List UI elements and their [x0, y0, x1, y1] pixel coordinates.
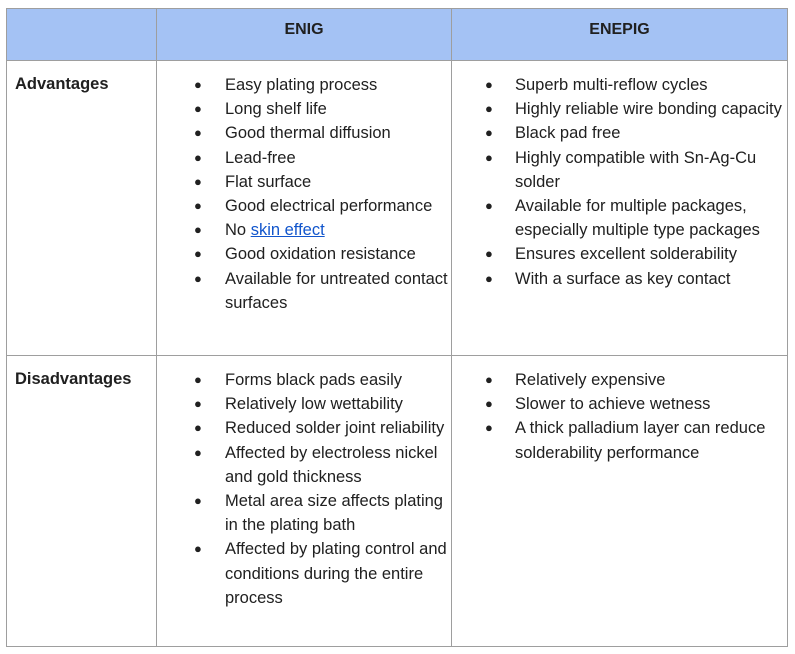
enig-advantages-list: [157, 61, 451, 315]
enepig-advantages-list: [452, 61, 787, 291]
list-item: [157, 392, 451, 416]
bullet-icon: ●: [485, 149, 493, 165]
bullet-icon: ●: [194, 173, 202, 189]
bullet-icon: ●: [485, 125, 493, 141]
list-item: [452, 392, 787, 416]
bullet-icon: ●: [485, 101, 493, 117]
list-item: [157, 73, 451, 97]
list-item: [452, 242, 787, 266]
list-item-text: Relatively low wettability: [225, 395, 403, 414]
bullet-icon: ●: [194, 372, 202, 387]
list-item-text: Lead-free: [225, 148, 296, 167]
bullet-icon: ●: [485, 396, 493, 412]
list-item: [452, 146, 787, 194]
list-item: [157, 121, 451, 145]
row-label-advantages: Advantages: [7, 61, 157, 356]
bullet-icon: ●: [194, 246, 202, 262]
bullet-icon: ●: [485, 77, 493, 92]
disadvantages-row: [7, 356, 788, 647]
bullet-icon: ●: [485, 198, 493, 214]
header-enepig: ENEPIG: [452, 9, 788, 61]
bullet-icon: ●: [485, 372, 493, 387]
list-item-text: Easy plating process: [225, 76, 378, 94]
header-row: [7, 9, 788, 61]
bullet-icon: ●: [485, 246, 493, 262]
list-item-text: Flat surface: [225, 172, 312, 191]
bullet-icon: ●: [485, 270, 493, 286]
enepig-disadvantages-list: [452, 356, 787, 465]
list-item: [157, 537, 451, 610]
list-item: [157, 489, 451, 537]
bullet-icon: ●: [194, 420, 202, 436]
list-item-text: Available for multiple packages, especially multiple type packages: [515, 197, 760, 240]
bullet-icon: ●: [194, 541, 202, 557]
list-item: [157, 416, 451, 440]
bullet-icon: ●: [194, 125, 202, 141]
bullet-icon: ●: [194, 77, 202, 92]
list-item-text: Affected by plating control and conditions during the entire process: [225, 540, 447, 607]
bullet-icon: ●: [194, 198, 202, 214]
list-item-text: Good oxidation resistance: [225, 245, 416, 264]
bullet-icon: ●: [485, 420, 493, 436]
list-item-text: Relatively expensive: [515, 371, 666, 389]
list-item: [452, 368, 787, 392]
enig-advantages-cell: [157, 61, 452, 356]
bullet-icon: ●: [194, 444, 202, 460]
list-item-text: Ensures excellent solderability: [515, 245, 737, 264]
list-item: [157, 218, 451, 242]
list-item: [452, 194, 787, 242]
skin-effect-link[interactable]: skin effect: [250, 221, 325, 240]
enig-disadvantages-cell: [157, 356, 452, 647]
list-item-text: Slower to achieve wetness: [515, 395, 711, 414]
list-item: [157, 97, 451, 121]
list-item-text: Superb multi-reflow cycles: [515, 76, 708, 94]
list-item: [157, 194, 451, 218]
list-item-text: Good thermal diffusion: [225, 124, 391, 143]
list-item-text: With a surface as key contact: [515, 269, 731, 288]
list-item: [157, 368, 451, 392]
list-item-text: Long shelf life: [225, 100, 327, 119]
advantages-row: [7, 61, 788, 356]
list-item-text: Available for untreated contact surfaces: [225, 269, 448, 312]
bullet-icon: ●: [194, 396, 202, 412]
bullet-icon: ●: [194, 270, 202, 286]
list-item: [452, 97, 787, 121]
list-item-text: A thick palladium layer can reduce solderability performance: [515, 419, 766, 462]
list-item-text: Good electrical performance: [225, 197, 433, 216]
bullet-icon: ●: [194, 222, 202, 238]
list-item-text: Black pad free: [515, 124, 621, 143]
list-item: [157, 146, 451, 170]
list-item: [157, 267, 451, 315]
bullet-icon: ●: [194, 493, 202, 509]
enepig-advantages-cell: [452, 61, 788, 356]
list-item: [157, 170, 451, 194]
list-item: [452, 73, 787, 97]
list-item: [452, 267, 787, 291]
list-item-text: Highly compatible with Sn-Ag-Cu solder: [515, 148, 757, 191]
bullet-icon: ●: [194, 149, 202, 165]
list-item-text: Metal area size affects plating in the plating bath: [225, 492, 443, 535]
list-item: [452, 416, 787, 464]
header-corner-cell: [7, 9, 157, 61]
list-item: [157, 441, 451, 489]
comparison-table: [6, 8, 788, 647]
list-item-text: Highly reliable wire bonding capacity: [515, 100, 782, 119]
header-enig: ENIG: [157, 9, 452, 61]
enig-disadvantages-list: [157, 356, 451, 610]
list-item-text: Reduced solder joint reliability: [225, 419, 445, 438]
list-item-text: Affected by electroless nickel and gold thickness: [225, 443, 438, 486]
bullet-icon: ●: [194, 101, 202, 117]
list-item-text: Forms black pads easily: [225, 371, 402, 389]
list-item: [452, 121, 787, 145]
enepig-disadvantages-cell: [452, 356, 788, 647]
list-item: [157, 242, 451, 266]
list-item-text: No: [225, 221, 251, 240]
row-label-disadvantages: Disadvantages: [7, 356, 157, 647]
